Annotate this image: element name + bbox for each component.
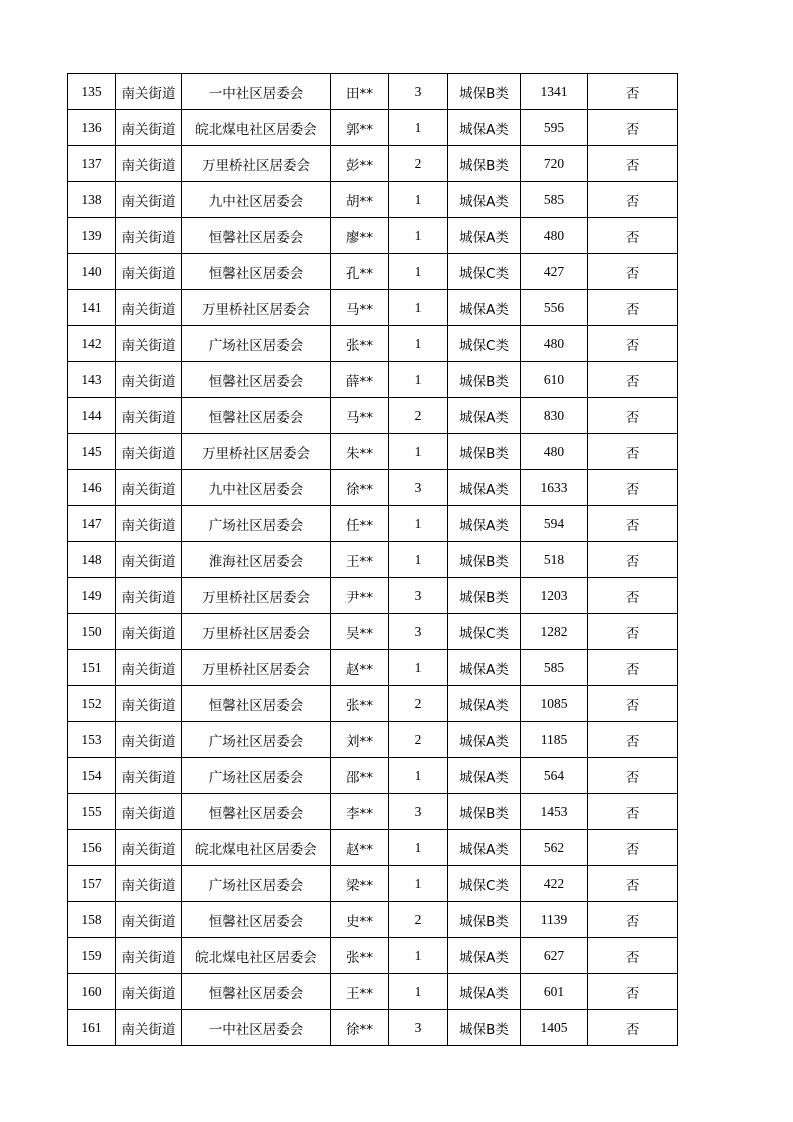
street-cell: 南关街道 — [116, 110, 182, 146]
row-number-cell: 136 — [68, 110, 116, 146]
community-cell: 万里桥社区居委会 — [182, 578, 331, 614]
table-row — [68, 146, 678, 182]
persons-cell: 1 — [389, 758, 448, 794]
row-number-cell: 149 — [68, 578, 116, 614]
name-cell: 薛** — [331, 362, 389, 398]
amount-cell: 594 — [521, 506, 588, 542]
table-row — [68, 722, 678, 758]
community-cell: 万里桥社区居委会 — [182, 614, 331, 650]
street-cell: 南关街道 — [116, 290, 182, 326]
row-number-cell: 135 — [68, 74, 116, 110]
flag-cell: 否 — [588, 758, 678, 794]
table-row — [68, 326, 678, 362]
community-cell: 万里桥社区居委会 — [182, 650, 331, 686]
persons-cell: 1 — [389, 434, 448, 470]
category-cell: 城保A类 — [448, 398, 521, 434]
table-row — [68, 866, 678, 902]
row-number-cell: 140 — [68, 254, 116, 290]
name-cell: 张** — [331, 938, 389, 974]
community-cell: 恒馨社区居委会 — [182, 902, 331, 938]
persons-cell: 1 — [389, 218, 448, 254]
amount-cell: 610 — [521, 362, 588, 398]
row-number-cell: 137 — [68, 146, 116, 182]
name-cell: 胡** — [331, 182, 389, 218]
street-cell: 南关街道 — [116, 434, 182, 470]
table-row — [68, 686, 678, 722]
community-cell: 九中社区居委会 — [182, 470, 331, 506]
street-cell: 南关街道 — [116, 974, 182, 1010]
amount-cell: 518 — [521, 542, 588, 578]
flag-cell: 否 — [588, 866, 678, 902]
name-cell: 吴** — [331, 614, 389, 650]
community-cell: 广场社区居委会 — [182, 506, 331, 542]
community-cell: 广场社区居委会 — [182, 758, 331, 794]
flag-cell: 否 — [588, 722, 678, 758]
table-row — [68, 938, 678, 974]
amount-cell: 585 — [521, 650, 588, 686]
table-row — [68, 398, 678, 434]
community-cell: 万里桥社区居委会 — [182, 434, 331, 470]
persons-cell: 1 — [389, 326, 448, 362]
amount-cell: 480 — [521, 434, 588, 470]
persons-cell: 1 — [389, 182, 448, 218]
table-row — [68, 614, 678, 650]
table-row — [68, 434, 678, 470]
street-cell: 南关街道 — [116, 470, 182, 506]
row-number-cell: 156 — [68, 830, 116, 866]
persons-cell: 1 — [389, 866, 448, 902]
community-cell: 九中社区居委会 — [182, 182, 331, 218]
table-row — [68, 902, 678, 938]
persons-cell: 3 — [389, 1010, 448, 1046]
category-cell: 城保A类 — [448, 974, 521, 1010]
row-number-cell: 151 — [68, 650, 116, 686]
row-number-cell: 144 — [68, 398, 116, 434]
amount-cell: 1633 — [521, 470, 588, 506]
persons-cell: 2 — [389, 398, 448, 434]
category-cell: 城保A类 — [448, 938, 521, 974]
street-cell: 南关街道 — [116, 938, 182, 974]
community-cell: 万里桥社区居委会 — [182, 290, 331, 326]
row-number-cell: 138 — [68, 182, 116, 218]
flag-cell: 否 — [588, 686, 678, 722]
street-cell: 南关街道 — [116, 650, 182, 686]
table-row — [68, 74, 678, 110]
category-cell: 城保A类 — [448, 506, 521, 542]
persons-cell: 3 — [389, 578, 448, 614]
row-number-cell: 145 — [68, 434, 116, 470]
category-cell: 城保A类 — [448, 290, 521, 326]
street-cell: 南关街道 — [116, 254, 182, 290]
community-cell: 恒馨社区居委会 — [182, 362, 331, 398]
table-row — [68, 758, 678, 794]
persons-cell: 3 — [389, 794, 448, 830]
community-cell: 一中社区居委会 — [182, 1010, 331, 1046]
flag-cell: 否 — [588, 110, 678, 146]
flag-cell: 否 — [588, 398, 678, 434]
row-number-cell: 161 — [68, 1010, 116, 1046]
street-cell: 南关街道 — [116, 362, 182, 398]
persons-cell: 1 — [389, 974, 448, 1010]
persons-cell: 1 — [389, 362, 448, 398]
flag-cell: 否 — [588, 578, 678, 614]
name-cell: 张** — [331, 686, 389, 722]
flag-cell: 否 — [588, 506, 678, 542]
flag-cell: 否 — [588, 974, 678, 1010]
category-cell: 城保A类 — [448, 650, 521, 686]
persons-cell: 1 — [389, 254, 448, 290]
amount-cell: 480 — [521, 218, 588, 254]
amount-cell: 427 — [521, 254, 588, 290]
street-cell: 南关街道 — [116, 722, 182, 758]
row-number-cell: 159 — [68, 938, 116, 974]
amount-cell: 1453 — [521, 794, 588, 830]
name-cell: 刘** — [331, 722, 389, 758]
amount-cell: 720 — [521, 146, 588, 182]
persons-cell: 2 — [389, 686, 448, 722]
name-cell: 徐** — [331, 1010, 389, 1046]
flag-cell: 否 — [588, 938, 678, 974]
category-cell: 城保C类 — [448, 866, 521, 902]
street-cell: 南关街道 — [116, 794, 182, 830]
amount-cell: 1085 — [521, 686, 588, 722]
row-number-cell: 139 — [68, 218, 116, 254]
category-cell: 城保B类 — [448, 542, 521, 578]
name-cell: 李** — [331, 794, 389, 830]
flag-cell: 否 — [588, 182, 678, 218]
community-cell: 恒馨社区居委会 — [182, 398, 331, 434]
community-cell: 恒馨社区居委会 — [182, 218, 331, 254]
row-number-cell: 143 — [68, 362, 116, 398]
table-row — [68, 182, 678, 218]
flag-cell: 否 — [588, 830, 678, 866]
category-cell: 城保A类 — [448, 830, 521, 866]
category-cell: 城保B类 — [448, 1010, 521, 1046]
flag-cell: 否 — [588, 542, 678, 578]
persons-cell: 1 — [389, 938, 448, 974]
name-cell: 赵** — [331, 830, 389, 866]
table-row — [68, 974, 678, 1010]
amount-cell: 556 — [521, 290, 588, 326]
street-cell: 南关街道 — [116, 218, 182, 254]
persons-cell: 1 — [389, 290, 448, 326]
row-number-cell: 153 — [68, 722, 116, 758]
street-cell: 南关街道 — [116, 866, 182, 902]
name-cell: 任** — [331, 506, 389, 542]
persons-cell: 2 — [389, 146, 448, 182]
table-row — [68, 506, 678, 542]
flag-cell: 否 — [588, 218, 678, 254]
persons-cell: 2 — [389, 722, 448, 758]
table-row — [68, 254, 678, 290]
row-number-cell: 142 — [68, 326, 116, 362]
row-number-cell: 147 — [68, 506, 116, 542]
flag-cell: 否 — [588, 290, 678, 326]
community-cell: 淮海社区居委会 — [182, 542, 331, 578]
persons-cell: 3 — [389, 74, 448, 110]
persons-cell: 3 — [389, 470, 448, 506]
flag-cell: 否 — [588, 650, 678, 686]
street-cell: 南关街道 — [116, 902, 182, 938]
category-cell: 城保A类 — [448, 722, 521, 758]
community-cell: 一中社区居委会 — [182, 74, 331, 110]
category-cell: 城保A类 — [448, 110, 521, 146]
category-cell: 城保A类 — [448, 470, 521, 506]
assistance-table — [67, 73, 678, 1046]
amount-cell: 601 — [521, 974, 588, 1010]
street-cell: 南关街道 — [116, 758, 182, 794]
name-cell: 郭** — [331, 110, 389, 146]
category-cell: 城保B类 — [448, 146, 521, 182]
community-cell: 恒馨社区居委会 — [182, 686, 331, 722]
street-cell: 南关街道 — [116, 506, 182, 542]
table-row — [68, 1010, 678, 1046]
category-cell: 城保A类 — [448, 218, 521, 254]
community-cell: 万里桥社区居委会 — [182, 146, 331, 182]
table-row — [68, 290, 678, 326]
row-number-cell: 148 — [68, 542, 116, 578]
street-cell: 南关街道 — [116, 146, 182, 182]
table-body — [68, 74, 678, 1046]
community-cell: 广场社区居委会 — [182, 866, 331, 902]
street-cell: 南关街道 — [116, 74, 182, 110]
table-row — [68, 110, 678, 146]
street-cell: 南关街道 — [116, 830, 182, 866]
amount-cell: 1282 — [521, 614, 588, 650]
flag-cell: 否 — [588, 1010, 678, 1046]
street-cell: 南关街道 — [116, 182, 182, 218]
name-cell: 史** — [331, 902, 389, 938]
row-number-cell: 155 — [68, 794, 116, 830]
table-row — [68, 578, 678, 614]
table-row — [68, 470, 678, 506]
community-cell: 皖北煤电社区居委会 — [182, 830, 331, 866]
name-cell: 彭** — [331, 146, 389, 182]
flag-cell: 否 — [588, 146, 678, 182]
row-number-cell: 158 — [68, 902, 116, 938]
amount-cell: 422 — [521, 866, 588, 902]
persons-cell: 1 — [389, 650, 448, 686]
flag-cell: 否 — [588, 362, 678, 398]
row-number-cell: 152 — [68, 686, 116, 722]
row-number-cell: 157 — [68, 866, 116, 902]
flag-cell: 否 — [588, 614, 678, 650]
table-row — [68, 362, 678, 398]
name-cell: 廖** — [331, 218, 389, 254]
community-cell: 恒馨社区居委会 — [182, 794, 331, 830]
name-cell: 梁** — [331, 866, 389, 902]
name-cell: 王** — [331, 974, 389, 1010]
street-cell: 南关街道 — [116, 578, 182, 614]
name-cell: 马** — [331, 398, 389, 434]
amount-cell: 595 — [521, 110, 588, 146]
category-cell: 城保B类 — [448, 434, 521, 470]
community-cell: 广场社区居委会 — [182, 326, 331, 362]
flag-cell: 否 — [588, 794, 678, 830]
row-number-cell: 154 — [68, 758, 116, 794]
category-cell: 城保C类 — [448, 614, 521, 650]
amount-cell: 480 — [521, 326, 588, 362]
amount-cell: 1405 — [521, 1010, 588, 1046]
table-row — [68, 650, 678, 686]
category-cell: 城保B类 — [448, 578, 521, 614]
amount-cell: 1185 — [521, 722, 588, 758]
category-cell: 城保B类 — [448, 362, 521, 398]
flag-cell: 否 — [588, 74, 678, 110]
amount-cell: 564 — [521, 758, 588, 794]
category-cell: 城保B类 — [448, 902, 521, 938]
category-cell: 城保C类 — [448, 254, 521, 290]
name-cell: 田** — [331, 74, 389, 110]
name-cell: 尹** — [331, 578, 389, 614]
category-cell: 城保A类 — [448, 758, 521, 794]
row-number-cell: 160 — [68, 974, 116, 1010]
table-row — [68, 830, 678, 866]
street-cell: 南关街道 — [116, 326, 182, 362]
flag-cell: 否 — [588, 470, 678, 506]
flag-cell: 否 — [588, 434, 678, 470]
category-cell: 城保B类 — [448, 794, 521, 830]
category-cell: 城保C类 — [448, 326, 521, 362]
row-number-cell: 141 — [68, 290, 116, 326]
community-cell: 广场社区居委会 — [182, 722, 331, 758]
category-cell: 城保A类 — [448, 686, 521, 722]
street-cell: 南关街道 — [116, 686, 182, 722]
persons-cell: 1 — [389, 830, 448, 866]
category-cell: 城保B类 — [448, 74, 521, 110]
persons-cell: 2 — [389, 902, 448, 938]
amount-cell: 830 — [521, 398, 588, 434]
community-cell: 恒馨社区居委会 — [182, 974, 331, 1010]
name-cell: 邵** — [331, 758, 389, 794]
persons-cell: 1 — [389, 110, 448, 146]
amount-cell: 627 — [521, 938, 588, 974]
name-cell: 孔** — [331, 254, 389, 290]
community-cell: 皖北煤电社区居委会 — [182, 938, 331, 974]
street-cell: 南关街道 — [116, 614, 182, 650]
community-cell: 恒馨社区居委会 — [182, 254, 331, 290]
category-cell: 城保A类 — [448, 182, 521, 218]
table-row — [68, 794, 678, 830]
amount-cell: 1203 — [521, 578, 588, 614]
amount-cell: 562 — [521, 830, 588, 866]
name-cell: 王** — [331, 542, 389, 578]
name-cell: 赵** — [331, 650, 389, 686]
name-cell: 徐** — [331, 470, 389, 506]
name-cell: 马** — [331, 290, 389, 326]
flag-cell: 否 — [588, 902, 678, 938]
flag-cell: 否 — [588, 254, 678, 290]
persons-cell: 1 — [389, 506, 448, 542]
street-cell: 南关街道 — [116, 398, 182, 434]
amount-cell: 1139 — [521, 902, 588, 938]
name-cell: 张** — [331, 326, 389, 362]
name-cell: 朱** — [331, 434, 389, 470]
table-row — [68, 542, 678, 578]
table-row — [68, 218, 678, 254]
amount-cell: 1341 — [521, 74, 588, 110]
community-cell: 皖北煤电社区居委会 — [182, 110, 331, 146]
street-cell: 南关街道 — [116, 1010, 182, 1046]
street-cell: 南关街道 — [116, 542, 182, 578]
flag-cell: 否 — [588, 326, 678, 362]
persons-cell: 3 — [389, 614, 448, 650]
row-number-cell: 150 — [68, 614, 116, 650]
amount-cell: 585 — [521, 182, 588, 218]
row-number-cell: 146 — [68, 470, 116, 506]
persons-cell: 1 — [389, 542, 448, 578]
